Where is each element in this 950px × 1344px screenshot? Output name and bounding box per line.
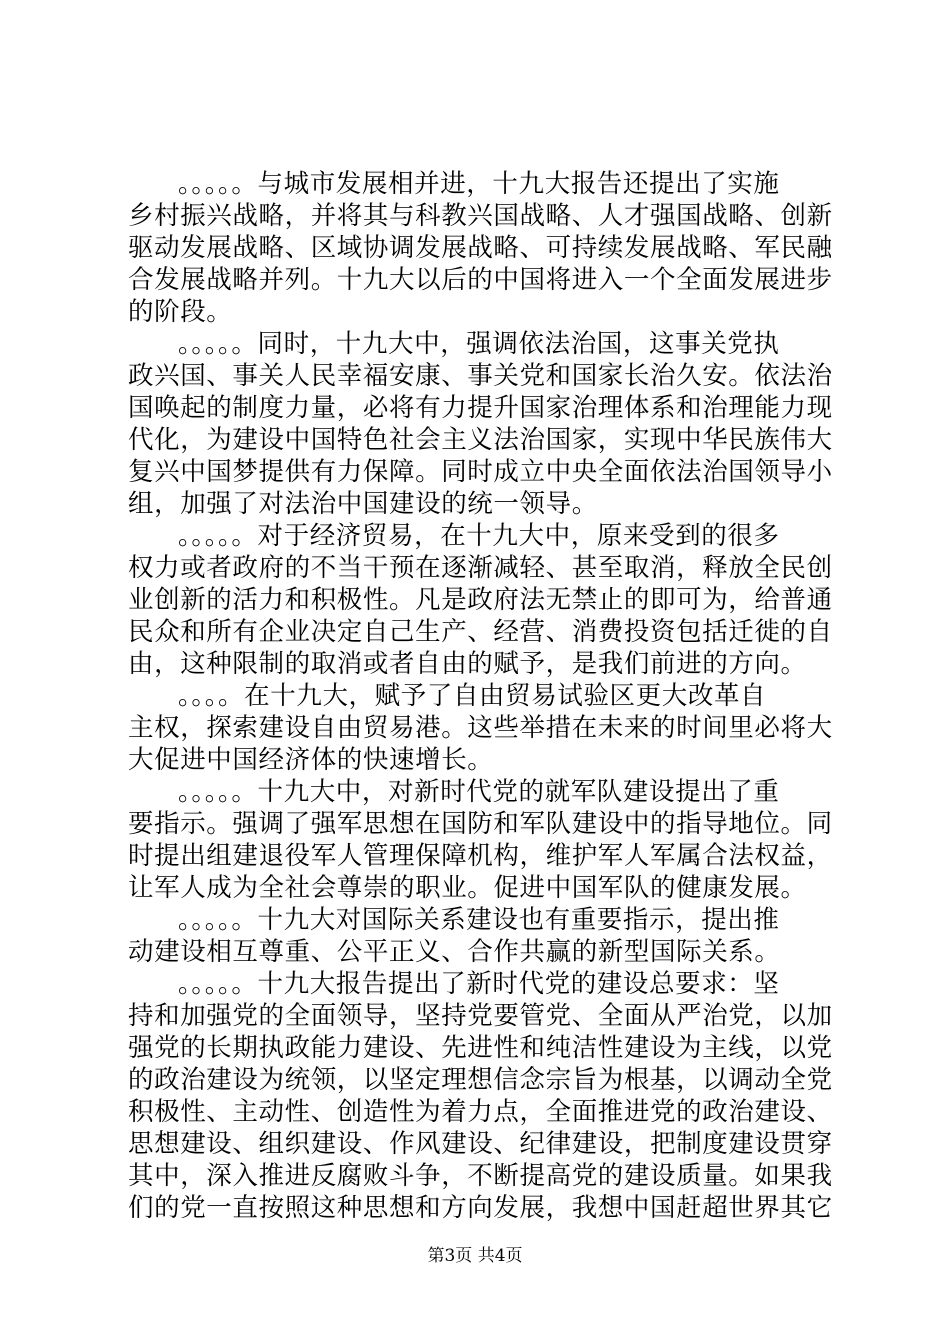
- text-line: 。。。。在十九大，赋予了自由贸易试验区更大改革自: [178, 681, 767, 711]
- text-line: 政兴国、事关人民幸福安康、事关党和国家长治久安。依法治: [128, 361, 833, 391]
- text-line: 主权，探索建设自由贸易港。这些举措在未来的时间里必将大: [128, 713, 833, 743]
- text-line: 代化，为建设中国特色社会主义法治国家，实现中华民族伟大: [128, 425, 833, 455]
- text-line: 积极性、主动性、创造性为着力点，全面推进党的政治建设、: [128, 1097, 833, 1127]
- text-line: 复兴中国梦提供有力保障。同时成立中央全面依法治国领导小: [128, 457, 833, 487]
- text-line: 要指示。强调了强军思想在国防和军队建设中的指导地位。同: [128, 809, 833, 839]
- text-line: 持和加强党的全面领导，坚持党要管党、全面从严治党，以加: [128, 1001, 833, 1031]
- text-line: 的政治建设为统领，以坚定理想信念宗旨为根基，以调动全党: [128, 1065, 833, 1095]
- text-line: 的阶段。: [128, 297, 233, 327]
- text-line: 动建设相互尊重、公平正义、合作共赢的新型国际关系。: [128, 937, 781, 967]
- page-footer: 第3页 共4页: [427, 1246, 523, 1266]
- text-line: 其中，深入推进反腐败斗争，不断提高党的建设质量。如果我: [128, 1161, 833, 1191]
- text-line: 。。。。。同时，十九大中，强调依法治国，这事关党执: [178, 329, 780, 359]
- text-line: 。。。。。对于经济贸易，在十九大中，原来受到的很多: [178, 521, 780, 551]
- text-line: 。。。。。十九大中，对新时代党的就军队建设提出了重: [178, 777, 780, 807]
- text-line: 大促进中国经济体的快速增长。: [128, 745, 494, 775]
- text-line: 业创新的活力和积极性。凡是政府法无禁止的即可为，给普通: [128, 585, 833, 615]
- text-line: 强党的长期执政能力建设、先进性和纯洁性建设为主线，以党: [128, 1033, 833, 1063]
- text-line: 国唤起的制度力量，必将有力提升国家治理体系和治理能力现: [128, 393, 833, 423]
- text-line: 合发展战略并列。十九大以后的中国将进入一个全面发展进步: [128, 265, 833, 295]
- text-line: 由，这种限制的取消或者自由的赋予，是我们前进的方向。: [128, 649, 807, 679]
- text-line: 思想建设、组织建设、作风建设、纪律建设，把制度建设贯穿: [128, 1129, 833, 1159]
- text-line: 驱动发展战略、区域协调发展战略、可持续发展战略、军民融: [128, 233, 833, 263]
- text-line: 组，加强了对法治中国建设的统一领导。: [128, 489, 598, 519]
- text-line: 权力或者政府的不当干预在逐渐减轻、甚至取消，释放全民创: [128, 553, 833, 583]
- text-line: 。。。。。十九大报告提出了新时代党的建设总要求：坚: [178, 969, 780, 999]
- text-line: 们的党一直按照这种思想和方向发展，我想中国赶超世界其它: [128, 1193, 833, 1223]
- text-line: 民众和所有企业决定自己生产、经营、消费投资包括迁徙的自: [128, 617, 833, 647]
- text-line: 乡村振兴战略，并将其与科教兴国战略、人才强国战略、创新: [128, 201, 833, 231]
- text-line: 。。。。。与城市发展相并进，十九大报告还提出了实施: [178, 169, 780, 199]
- text-line: 。。。。。十九大对国际关系建设也有重要指示，提出推: [178, 905, 780, 935]
- text-line: 时提出组建退役军人管理保障机构，维护军人军属合法权益，: [128, 841, 833, 871]
- text-line: 让军人成为全社会尊崇的职业。促进中国军队的健康发展。: [128, 873, 807, 903]
